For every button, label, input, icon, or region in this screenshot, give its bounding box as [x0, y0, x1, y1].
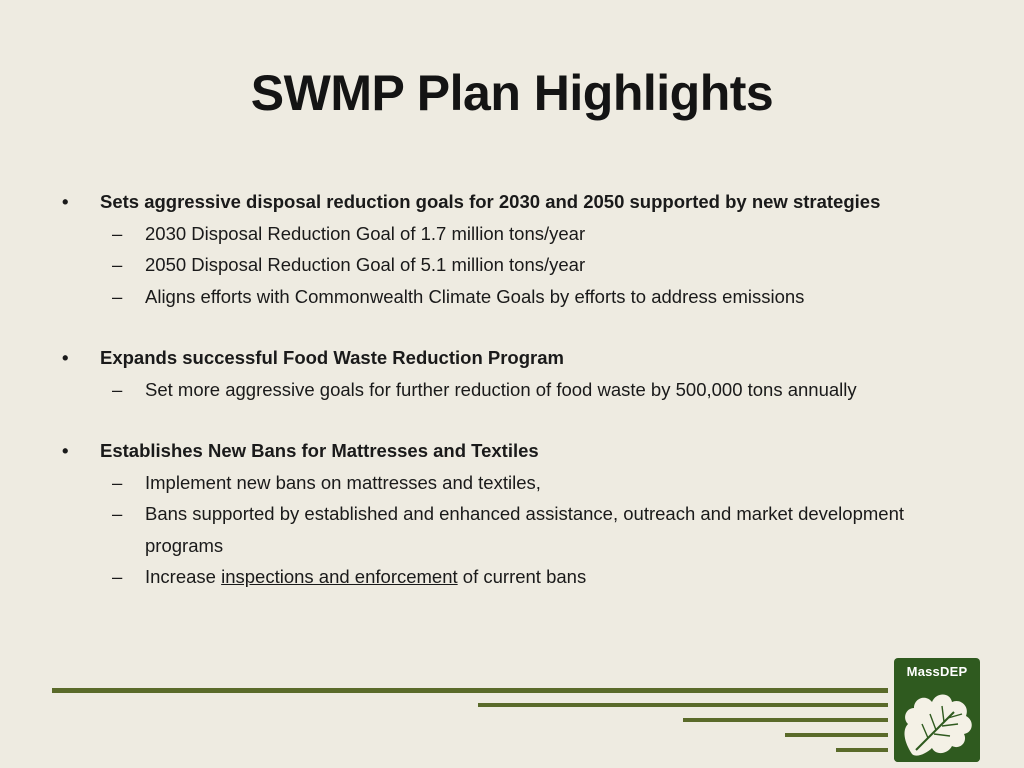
sub-item-text: Bans supported by established and enhanced assistance, outreach and market development programs [145, 503, 904, 556]
accent-line [836, 748, 888, 752]
sub-item-text: 2030 Disposal Reduction Goal of 1.7 million tons/year [145, 222, 586, 244]
sub-item-text: Set more aggressive goals for further reduction of food waste by 500,000 tons annually [145, 378, 857, 400]
accent-line [52, 688, 888, 693]
massdep-logo [894, 658, 980, 762]
dash-marker: – [112, 503, 123, 524]
dash-marker: – [112, 566, 123, 587]
bullet-marker: • [62, 440, 69, 461]
bullet-text: Establishes New Bans for Mattresses and Textiles [100, 440, 539, 461]
sub-item-text: Implement new bans on mattresses and textiles, [145, 471, 541, 493]
dash-marker: – [112, 254, 123, 275]
bullet-text: Sets aggressive disposal reduction goals for 2030 and 2050 supported by new strategies [100, 191, 881, 212]
dash-marker: – [112, 285, 123, 307]
dash-marker: – [112, 471, 123, 493]
slide-title: SWMP Plan Highlights [250, 65, 774, 121]
dash-marker: – [112, 378, 123, 400]
oak-leaf-icon [894, 684, 980, 762]
sub-item-suffix: of current bans [457, 566, 587, 587]
inspections-link[interactable]: inspections and enforcement [221, 566, 458, 587]
sub-item-text: 2050 Disposal Reduction Goal of 5.1 million tons/year [145, 254, 586, 275]
sub-item-prefix: Increase [145, 566, 222, 587]
sub-item-text: Aligns efforts with Commonwealth Climate Goals by efforts to address emissions [145, 285, 805, 307]
bullet-marker: • [62, 191, 69, 212]
dash-marker: – [112, 222, 123, 244]
bullet-text: Expands successful Food Waste Reduction Program [100, 347, 564, 368]
accent-line [478, 703, 888, 707]
bullet-marker: • [62, 347, 69, 368]
accent-line [683, 718, 888, 722]
accent-line [785, 733, 888, 737]
logo-text: MassDEP [906, 664, 968, 679]
